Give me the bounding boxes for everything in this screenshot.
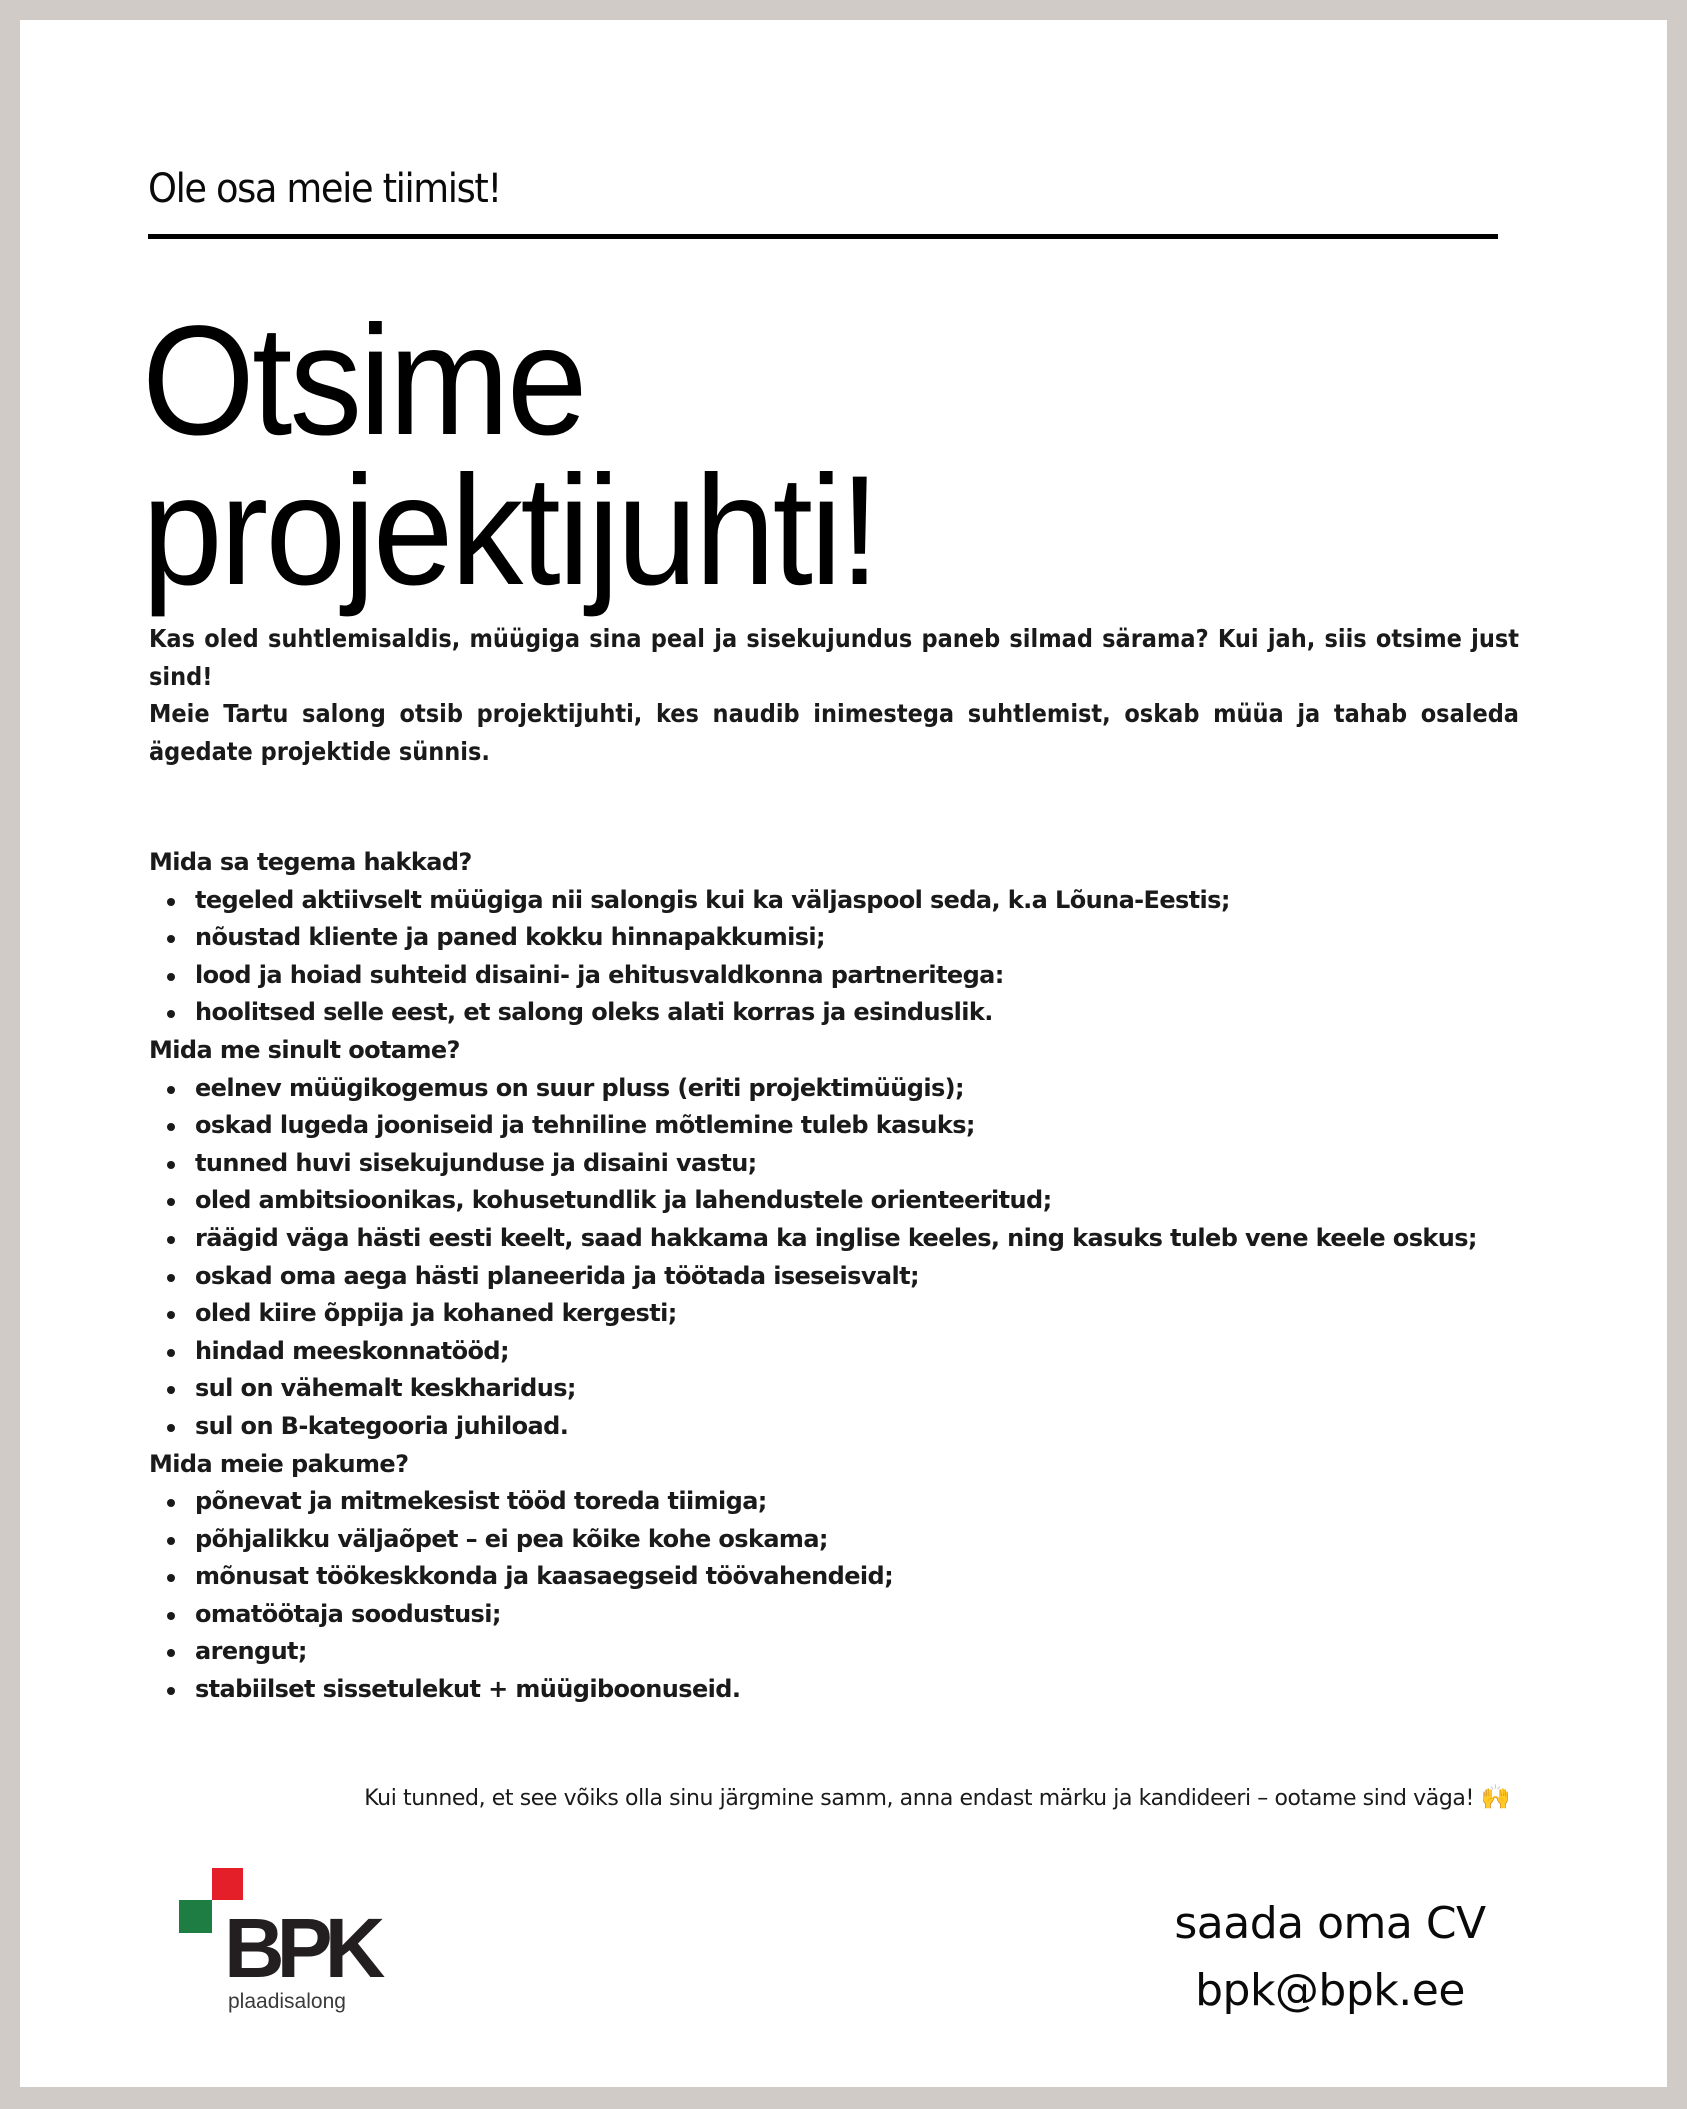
list-item-text: räägid väga hästi eesti keelt, saad hakkama ka inglise keeles, ning kasuks tuleb vene keele oskus; <box>195 1223 1477 1252</box>
list-item <box>149 882 1529 920</box>
list-item <box>149 1182 1529 1220</box>
list-item-text: põnevat ja mitmekesist tööd toreda tiimiga; <box>195 1487 767 1516</box>
list-item <box>149 1521 1529 1559</box>
list-item-text: lood ja hoiad suhteid disaini- ja ehitusvaldkonna partneritega: <box>195 960 1004 989</box>
bullet-icon <box>167 1010 175 1018</box>
list-item-text: stabiilset sissetulekut + müügiboonuseid. <box>195 1675 741 1704</box>
list-item <box>149 1070 1529 1108</box>
list-item <box>149 1671 1529 1709</box>
list-item <box>149 1633 1529 1671</box>
logo-brand-text: BPK <box>224 1901 378 1995</box>
list-item-text: hindad meeskonnatööd; <box>195 1336 509 1365</box>
bullet-icon <box>167 1086 175 1094</box>
list-item <box>149 1220 1529 1258</box>
section-heading: Mida sa tegema hakkad? <box>149 848 472 876</box>
list-item <box>149 1145 1529 1183</box>
benefits-list <box>149 1483 1529 1709</box>
list-item-text: oskad oma aega hästi planeerida ja töötada iseseisvalt; <box>195 1261 919 1290</box>
list-item-text: sul on B-kategooria juhiload. <box>195 1411 569 1440</box>
bullet-icon <box>167 1198 175 1206</box>
bullet-icon <box>167 1386 175 1394</box>
title-line-1: Otsime <box>142 294 585 468</box>
bullet-icon <box>167 1649 175 1657</box>
bullet-icon <box>167 1123 175 1131</box>
logo-green-square-icon <box>179 1900 212 1933</box>
closing-line <box>220 1783 1510 1811</box>
bullet-icon <box>167 1612 175 1620</box>
title-line-2: projektijuhti! <box>142 444 878 618</box>
list-item-text: põhjalikku väljaõpet – ei pea kõike kohe oskama; <box>195 1524 828 1553</box>
bullet-icon <box>167 1161 175 1169</box>
list-item <box>149 1596 1529 1634</box>
section-benefits <box>149 1446 1529 1709</box>
list-item-text: sul on vähemalt keskharidus; <box>195 1374 576 1403</box>
intro-paragraph-1: Kas oled suhtlemisaldis, müügiga sina peal ja sisekujundus paneb silmad särama? Kui jah, siis otsime just sind! <box>149 624 1519 691</box>
bullet-icon <box>167 1424 175 1432</box>
divider-rule <box>148 234 1498 239</box>
contact-cta: saada oma CV <box>1174 1898 1486 1949</box>
section-heading: Mida meie pakume? <box>149 1449 409 1478</box>
poster-title <box>142 294 878 618</box>
logo-tagline: plaadisalong <box>228 1990 346 2013</box>
section-requirements <box>149 1032 1529 1446</box>
requirements-list <box>149 1070 1529 1446</box>
bullet-icon <box>167 1499 175 1507</box>
list-item-text: mõnusat töökeskkonda ja kaasaegseid töövahendeid; <box>195 1562 894 1591</box>
section-duties <box>149 844 1529 1032</box>
list-item <box>149 1333 1529 1371</box>
bullet-icon <box>167 935 175 943</box>
list-item <box>149 919 1529 957</box>
contact-email[interactable]: bpk@bpk.ee <box>1195 1965 1465 2016</box>
section-heading: Mida me sinult ootame? <box>149 1035 460 1064</box>
list-item-text: arengut; <box>195 1637 307 1666</box>
list-item-text: nõustad kliente ja paned kokku hinnapakkumisi; <box>195 923 826 952</box>
list-item-text: oskad lugeda jooniseid ja tehniline mõtlemine tuleb kasuks; <box>195 1111 975 1140</box>
closing-text: Kui tunned, et see võiks olla sinu järgmine samm, anna endast märku ja kandideeri – ootame sind väga! <box>364 1786 1474 1811</box>
list-item-text: tunned huvi sisekujunduse ja disaini vastu; <box>195 1148 757 1177</box>
bullet-icon <box>167 898 175 906</box>
list-item <box>149 1408 1529 1446</box>
list-item <box>149 1295 1529 1333</box>
intro-text <box>149 620 1519 770</box>
duties-list <box>149 882 1529 1032</box>
list-item <box>149 1258 1529 1296</box>
list-item-text: eelnev müügikogemus on suur pluss (eriti projektimüügis); <box>195 1073 964 1102</box>
list-item <box>149 1558 1529 1596</box>
list-item-text: tegeled aktiivselt müügiga nii salongis kui ka väljaspool seda, k.a Lõuna-Eestis; <box>195 885 1230 914</box>
bullet-icon <box>167 1349 175 1357</box>
list-item-text: oled kiire õppija ja kohaned kergesti; <box>195 1299 677 1328</box>
list-item <box>149 957 1529 995</box>
list-item <box>149 1107 1529 1145</box>
list-item-text: omatöötaja soodustusi; <box>195 1599 501 1628</box>
job-sections <box>149 844 1529 1709</box>
bullet-icon <box>167 1537 175 1545</box>
bullet-icon <box>167 1274 175 1282</box>
logo-red-square-icon <box>212 1868 243 1900</box>
list-item <box>149 1483 1529 1521</box>
list-item <box>149 1370 1529 1408</box>
raising-hands-icon: 🙌 <box>1480 1783 1510 1811</box>
list-item <box>149 994 1529 1032</box>
bullet-icon <box>167 1687 175 1695</box>
intro-paragraph-2: Meie Tartu salong otsib projektijuhti, kes naudib inimestega suhtlemist, oskab müüa ja tahab osaleda ägedate projektide sünnis. <box>149 699 1519 766</box>
bullet-icon <box>167 973 175 981</box>
bullet-icon <box>167 1311 175 1319</box>
list-item-text: hoolitsed selle eest, et salong oleks alati korras ja esinduslik. <box>195 998 993 1027</box>
bullet-icon <box>167 1236 175 1244</box>
list-item-text: oled ambitsioonikas, kohusetundlik ja lahendustele orienteeritud; <box>195 1186 1052 1215</box>
bpk-logo <box>178 1866 388 2016</box>
bullet-icon <box>167 1574 175 1582</box>
contact-block <box>1140 1890 1520 2024</box>
poster-subtitle: Ole osa meie tiimist! <box>148 166 501 212</box>
